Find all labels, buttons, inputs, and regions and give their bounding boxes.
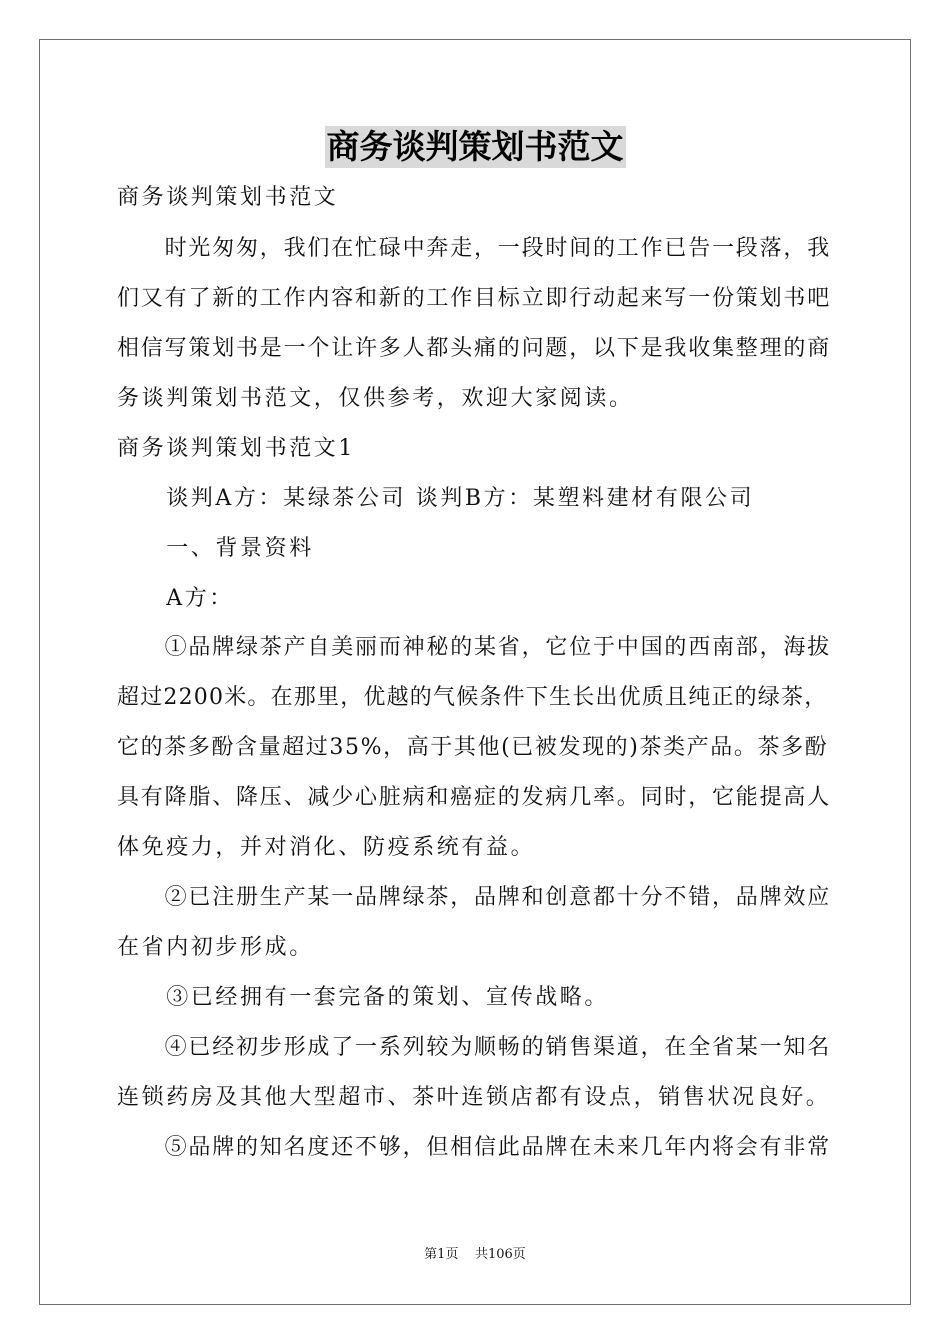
text-line: 在省内初步形成。 [117,935,314,960]
text-line: ③已经拥有一套完备的策划、宣传战略。 [117,985,610,1010]
text-line: 体免疫力，并对消化、防疫系统有益。 [117,835,536,860]
text-line: ①品牌绿茶产自美丽而神秘的某省，它位于中国的西南部，海拔 [117,635,832,660]
text-line: ②已注册生产某一品牌绿茶，品牌和创意都十分不错，品牌效应 [117,885,832,910]
text-line: 超过2200米。在那里，优越的气候条件下生长出优质且纯正的绿茶， [117,685,828,710]
text-line: 务谈判策划书范文，仅供参考，欢迎大家阅读。 [117,386,634,411]
text-line: 连锁药房及其他大型超市、茶叶连锁店都有设点，销售状况良好。 [117,1085,831,1110]
text-line: 谈判A方：某绿茶公司 谈判B方：某塑料建材有限公司 [117,486,755,511]
subtitle-line: 商务谈判策划书范文 [117,185,339,210]
text-line: 时光匆匆，我们在忙碌中奔走，一段时间的工作已告一段落，我 [117,236,832,261]
document-title: 商务谈判策划书范文 [326,127,624,166]
page-footer [0,1247,950,1263]
text-line: ④已经初步形成了一系列较为顺畅的销售渠道，在全省某一知名 [117,1035,832,1060]
text-line: ⑤品牌的知名度还不够，但相信此品牌在未来几年内将会有非常 [117,1135,832,1160]
page-number: 第1页 [424,1247,459,1262]
text-line: 相信写策划书是一个让许多人都头痛的问题，以下是我收集整理的商 [117,336,832,361]
text-line: A方： [117,586,234,611]
text-line: 具有降脂、降压、减少心脏病和癌症的发病几率。同时，它能提高人 [117,785,832,810]
page-total: 共106页 [474,1247,526,1262]
title-container [0,126,950,168]
section-heading: 商务谈判策划书范文1 [117,436,355,461]
text-line: 它的茶多酚含量超过35%，高于其他(已被发现的)茶类产品。茶多酚 [117,735,829,760]
text-line: 们又有了新的工作内容和新的工作目标立即行动起来写一份策划书吧 [117,286,832,311]
text-line: 一、背景资料 [117,536,314,561]
page-border [39,39,911,1305]
